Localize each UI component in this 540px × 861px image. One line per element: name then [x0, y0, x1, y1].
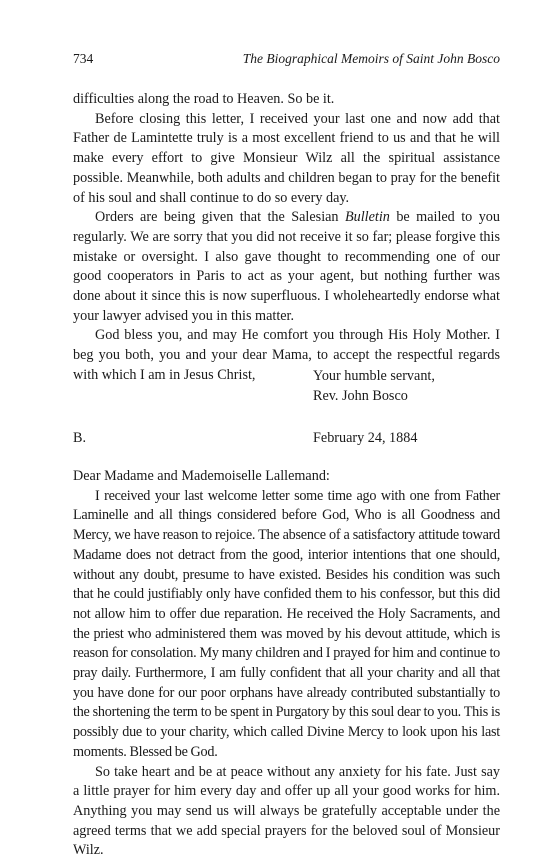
running-title: The Biographical Memoirs of Saint John Bosco — [242, 51, 500, 66]
letter-two-body — [73, 467, 500, 861]
italic-title: Bulletin — [344, 209, 390, 226]
letter-date: February 24, 1884 — [313, 430, 418, 446]
letter-label: B. — [73, 430, 87, 446]
running-header — [73, 51, 500, 71]
text-run: be mailed to you regularly. We are sorry that you did not receive it so far; please forgive this mistake or oversight. I also gave thought to recommending one of our good cooperators in Paris to act as your agent, but nothing further was done about it since this is now superfluous. I wholeheartedly endorse what your lawyer advised you in this matter. — [73, 209, 500, 324]
paragraph: So take heart and be at peace without any anxiety for his fate. Just say a little prayer for him every day and offer up all your good works for him. Anything you may send us will always be gratefully acceptable under the agreed terms that we add special prayers for the beloved soul of Monsieur Wilz. — [73, 763, 500, 859]
paragraph: Before closing this letter, I received your last one and now add that Father de Lamintette truly is a most excellent friend to us and that he will make every effort to give Monsieur Wilz all the spiritual assistance possible. Meanwhile, both adults and children began to pray for the benefit of his soul and shall continue to do so every day. — [73, 110, 500, 206]
closing-line: Your humble servant, — [313, 368, 435, 384]
letter-one-body — [73, 90, 500, 386]
page-number: 734 — [73, 51, 94, 66]
text-run: Orders are being given that the Salesian — [95, 209, 345, 226]
paragraph: difficulties along the road to Heaven. So be it. — [73, 91, 335, 107]
salutation: Dear Madame and Mademoiselle Lallemand: — [73, 468, 330, 484]
paragraph: I received your last welcome letter some time ago with one from Father Laminelle and all things considered before God, Who is all Goodness and Mercy, we have reason to rejoice. The absence of a satisfactory attitude toward Madame does not detract from the good, interior intentions that one should, without any doubt, presume to have existed. Besides his condition was such that he could justifiably only have confided them to his confessor, but this did not allow him to offer due reparation. He received the Holy Sacraments, and the priest who administered them was moved by his devout attitude, which is reason for consolation. My many children and I prayed for him and continue to pray daily. Furthermore, I am fully confident that all your charity and all that you have done for our poor orphans have already contributed substantially to the shortening the term to be spent in Purgatory by this soul dear to you. This is possibly due to your charity, which called Divine Mercy to look upon his last moments. Blessed be God. — [73, 487, 500, 760]
paragraph: God bless you, and may He comfort you through His Holy Mother. I beg you both, you and your dear Mama, to accept the respectful regards with which I am in Jesus Christ, — [73, 327, 500, 383]
signoff — [313, 367, 435, 406]
paragraph — [73, 208, 500, 326]
signature: Rev. John Bosco — [313, 387, 408, 404]
